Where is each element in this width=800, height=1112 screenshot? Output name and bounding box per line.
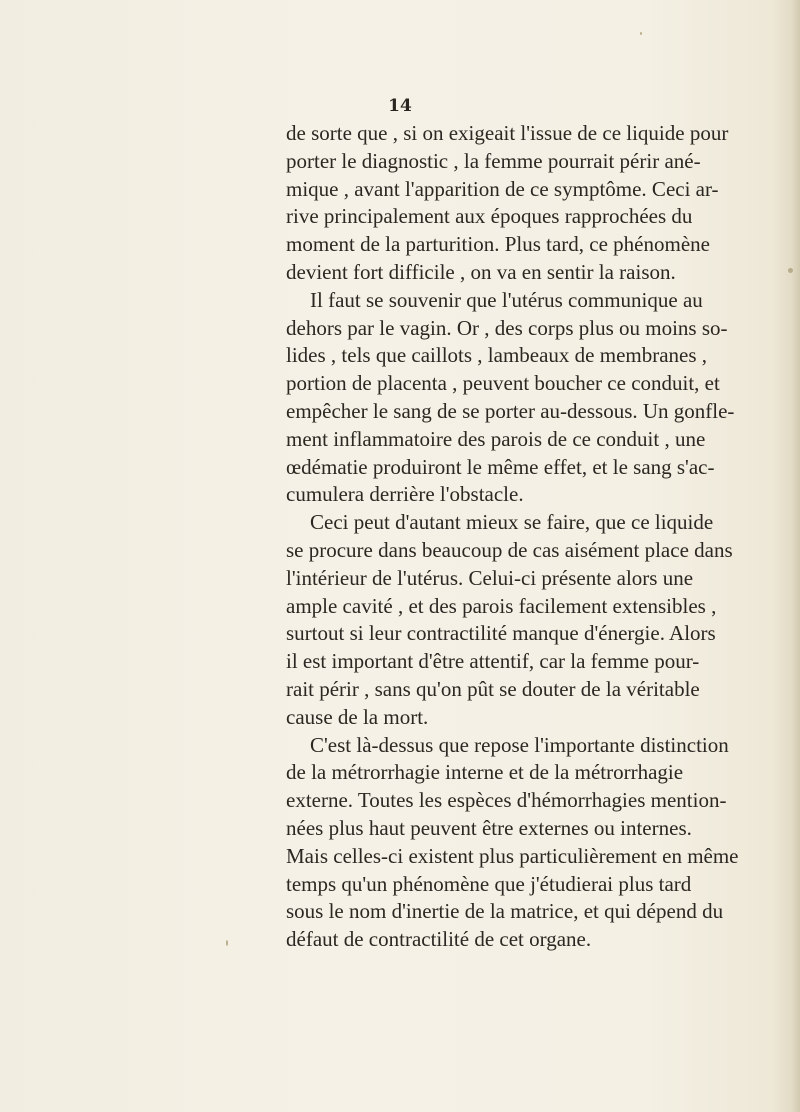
text-line: rait périr , sans qu'on pût se douter de la véritable — [286, 676, 700, 701]
paragraph — [286, 120, 729, 287]
paragraph — [286, 732, 739, 954]
body-text — [286, 120, 739, 954]
text-line: défaut de contractilité de cet organe. — [286, 927, 592, 952]
text-line: de la métrorrhagie interne et de la métrorrhagie — [286, 760, 684, 785]
text-line: sous le nom d'inertie de la matrice, et qui dépend du — [286, 899, 724, 924]
text-line: externe. Toutes les espèces d'hémorrhagies mention- — [286, 788, 727, 813]
page-number: 14 — [388, 96, 412, 116]
text-line: ment inflammatoire des parois de ce conduit , une — [286, 426, 706, 451]
page-edge-shadow — [772, 0, 800, 1112]
text-line: mique , avant l'apparition de ce symptôme. Ceci ar- — [286, 176, 719, 201]
text-line: surtout si leur contractilité manque d'énergie. Alors — [286, 621, 716, 646]
text-line: C'est là-dessus que repose l'importante distinction — [310, 732, 729, 757]
text-line: porter le diagnostic , la femme pourrait périr ané- — [286, 148, 701, 173]
text-line: devient fort difficile , on va en sentir la raison. — [286, 259, 676, 284]
text-line: temps qu'un phénomène que j'étudierai plus tard — [286, 871, 692, 896]
text-line: nées plus haut peuvent être externes ou internes. — [286, 815, 692, 840]
paper-speck — [640, 32, 642, 35]
text-line: Il faut se souvenir que l'utérus communique au — [310, 287, 703, 312]
text-line: de sorte que , si on exigeait l'issue de ce liquide pour — [286, 121, 729, 145]
text-line: portion de placenta , peuvent boucher ce conduit, et — [286, 371, 720, 396]
paper-speck — [226, 940, 228, 946]
paper-speck — [788, 268, 793, 273]
text-line: dehors par le vagin. Or , des corps plus ou moins so- — [286, 315, 728, 340]
text-line: œdématie produiront le même effet, et le sang s'ac- — [286, 454, 715, 479]
text-line: se procure dans beaucoup de cas aisément place dans — [286, 537, 733, 562]
text-line: lides , tels que caillots , lambeaux de membranes , — [286, 343, 708, 368]
text-line: il est important d'être attentif, car la femme pour- — [286, 649, 700, 674]
text-line: rive principalement aux époques rapprochées du — [286, 204, 693, 229]
text-line: cumulera derrière l'obstacle. — [286, 482, 524, 507]
paragraph — [286, 509, 733, 731]
text-line: ample cavité , et des parois facilement extensibles , — [286, 593, 717, 618]
text-line: Ceci peut d'autant mieux se faire, que ce liquide — [310, 510, 714, 535]
paragraph — [286, 287, 735, 509]
text-line: cause de la mort. — [286, 704, 429, 729]
text-line: Mais celles-ci existent plus particulièrement en même — [286, 843, 739, 868]
text-line: empêcher le sang de se porter au-dessous. Un gonfle- — [286, 398, 735, 423]
text-line: l'intérieur de l'utérus. Celui-ci présente alors une — [286, 565, 694, 590]
text-line: moment de la parturition. Plus tard, ce phénomène — [286, 232, 710, 257]
